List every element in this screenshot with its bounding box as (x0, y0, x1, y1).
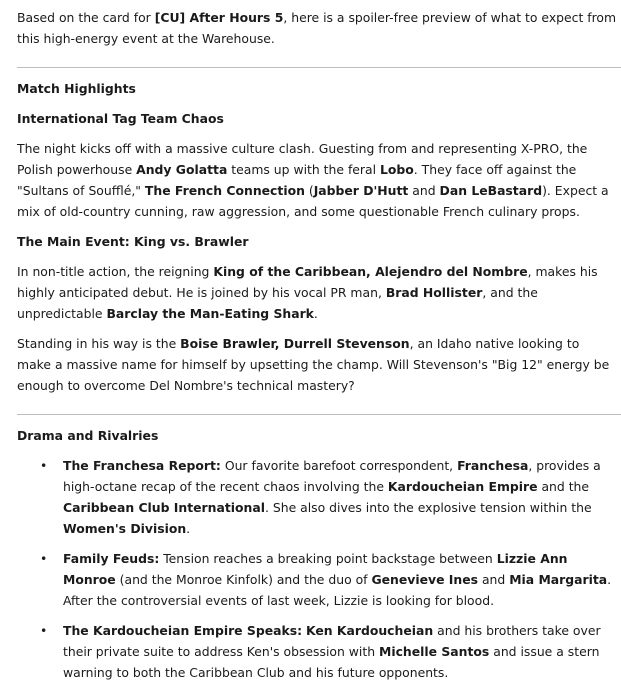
list-item (17, 548, 617, 611)
name: Caribbean Club International (63, 500, 265, 515)
wrestler-name: Lobo (380, 162, 414, 177)
intro-text: Based on the card for (17, 10, 155, 25)
text: The night kicks off with a massive culture clash. Guesting from and representing X-PRO, the Polish powerhouse (17, 141, 588, 177)
text: , and the unpredictable (17, 285, 538, 321)
text: In non-title action, the reigning (17, 264, 214, 279)
section-heading-drama: Drama and Rivalries (17, 428, 159, 443)
bullet-icon: • (40, 458, 48, 473)
text: . (313, 306, 318, 321)
name: Franchesa (457, 458, 529, 473)
bullet-icon: • (40, 623, 48, 638)
intro-paragraph (17, 7, 617, 49)
text: and (478, 572, 510, 587)
name: Lizzie Ann Monroe (63, 551, 568, 587)
divider (17, 67, 621, 68)
list-item (17, 620, 617, 683)
divider (17, 414, 621, 415)
text: . After the controversial events of last week, Lizzie is looking for blood. (63, 572, 612, 608)
name: Genevieve Ines (371, 572, 479, 587)
text: , provides a high-octane recap of the recent chaos involving the (63, 458, 601, 494)
item-title: Family Feuds: (63, 551, 160, 566)
text: and his brothers take over their private suite to address Ken's obsession with (63, 623, 601, 659)
team-name: The French Connection (144, 183, 305, 198)
intro-text: , here is a spoiler-free preview of what to expect from this high-energy event at the Warehouse. (17, 10, 617, 46)
text: ( (304, 183, 314, 198)
section-heading-match-highlights: Match Highlights (17, 81, 136, 96)
item-title: The Franchesa Report: (63, 458, 221, 473)
subheading-tag-team: International Tag Team Chaos (17, 111, 224, 126)
bullet-icon: • (40, 551, 48, 566)
text: . They face off against the "Sultans of Soufflé," (17, 162, 577, 198)
tag-team-paragraph (17, 138, 617, 222)
drama-list (17, 455, 612, 683)
wrestler-name: Andy Golatta (136, 162, 228, 177)
text: . (186, 521, 191, 536)
name: Mia Margarita (509, 572, 608, 587)
wrestler-name: Barclay the Man-Eating Shark (106, 306, 314, 321)
text: . She also dives into the explosive tension within the (264, 500, 592, 515)
item-title: The Kardoucheian Empire Speaks: (63, 623, 303, 638)
name: Kardoucheian Empire (387, 479, 538, 494)
text: Our favorite barefoot correspondent, (220, 458, 458, 473)
name: Women's Division (63, 521, 187, 536)
text: and issue a stern warning to both the Caribbean Club and his future opponents. (63, 644, 600, 680)
text: Standing in his way is the (17, 336, 181, 351)
wrestler-name: Boise Brawler, Durrell Stevenson (180, 336, 410, 351)
list-item (17, 455, 617, 539)
main-event-paragraph-1 (17, 261, 617, 324)
event-name: [CU] After Hours 5 (154, 10, 284, 25)
text: , an Idaho native looking to make a massive name for himself by upsetting the champ. Will Stevenson's "Big 12" energy be enough to overcome Del Nombre's technical mastery? (17, 336, 610, 393)
wrestler-name: Brad Hollister (385, 285, 483, 300)
text: ). Expect a mix of old-country cunning, raw aggression, and some questionable French culinary props. (17, 183, 609, 219)
text: and the (537, 479, 590, 494)
main-event-paragraph-2 (17, 333, 617, 396)
name: Michelle Santos (379, 644, 490, 659)
wrestler-name: Dan LeBastard (439, 183, 543, 198)
wrestler-name: King of the Caribbean, Alejendro del Nombre (213, 264, 528, 279)
text: teams up with the feral (227, 162, 380, 177)
text: Tension reaches a breaking point backstage between (159, 551, 497, 566)
wrestler-name: Jabber D'Hutt (313, 183, 409, 198)
subheading-main-event: The Main Event: King vs. Brawler (17, 234, 249, 249)
text: and (408, 183, 440, 198)
text: (and the Monroe Kinfolk) and the duo of (115, 572, 372, 587)
name: Ken Kardoucheian (305, 623, 434, 638)
text: , makes his highly anticipated debut. He is joined by his vocal PR man, (17, 264, 598, 300)
